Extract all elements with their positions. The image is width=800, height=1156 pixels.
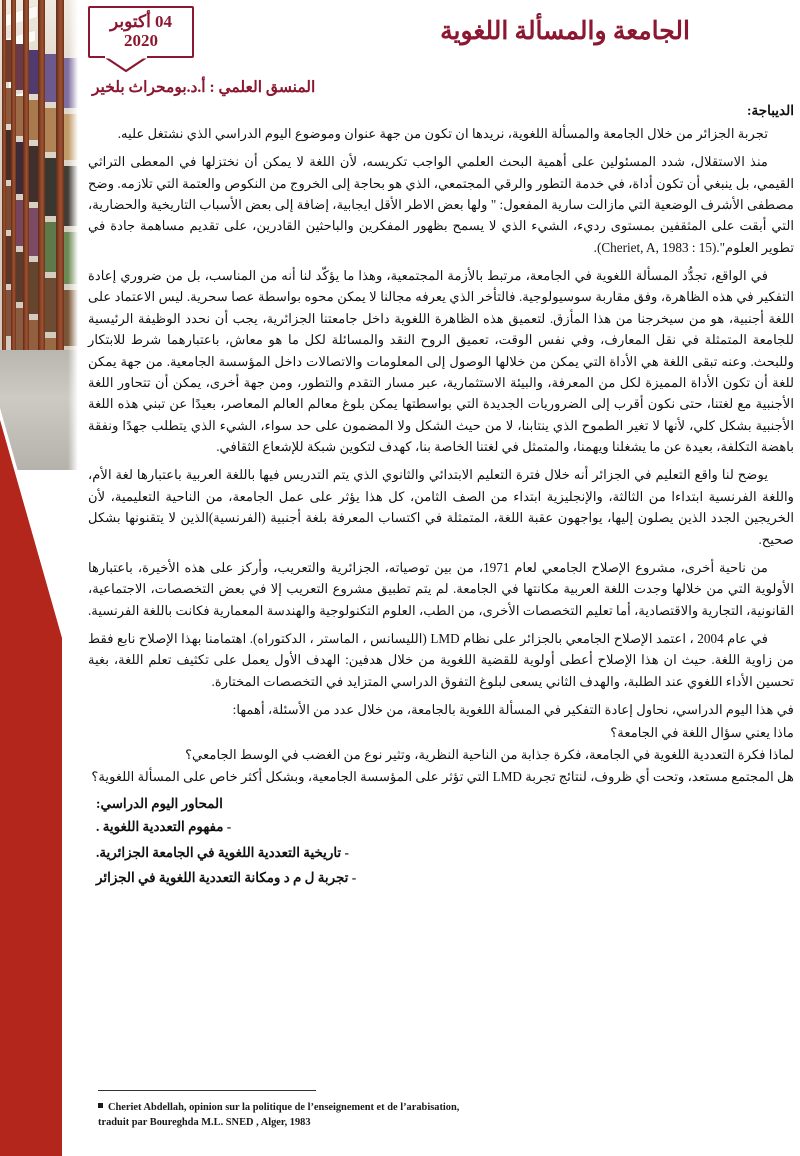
paragraph: من ناحية أخرى، مشروع الإصلاح الجامعي لعام 1971، من بين توصياته، الجزائرية والتعريب، وأركز على هذه الأخيرة، باعتبارها الأولوية التي من خلالها وجدت اللغة العربية مكانتها في الجامعة. لم يتم تطبيق مشروع التعريب إلا في بعض التخصصات، الاجتماعية، القانونية، التجارية والاقتصادية، أما تعليم التخصصات الأخرى، من الطب، العلوم التكنولوجية والهندسة المعمارية فكانت باللغة الفرنسية. xyxy=(88,559,794,618)
red-diagonal-band xyxy=(0,398,78,1156)
paragraph: منذ الاستقلال، شدد المسئولين على أهمية البحث العلمي الواجب تكريسه، لأن اللغة لا يمكن أن نختزلها في المعطى التراثي القيمي، بل ينبغي أن تكون أداة، في خدمة التطور والرقي المجتمعي، الذي هو بحاجة إلى الخروج من النكوص والعتمة التي تلازمه. وضح مصطفى الأشرف الوضعية التي مازالت سارية المفعول: " ولها بعض الاطر الأقل ايجابية، إضافة إلى بعض الأسباب التاريخية والحضارية، التي أبقت على المثقفين بمستوى رديء، الشيء الذي لا يسمح بظهور المفكرين والباحثين القادرين، على تقديم مساهمة جادة في تطوير العلوم".(Cheriet, A, 1983 : 15). xyxy=(88,154,794,255)
question-line: لماذا فكرة التعددية اللغوية في الجامعة، فكرة جذابة من الناحية النظرية، وتثير نوع من الغضب في الوسط الجامعي؟ xyxy=(185,746,794,762)
question-line: ماذا يعني سؤال اللغة في الجامعة؟ xyxy=(610,724,794,740)
footnote-separator xyxy=(98,1090,316,1091)
paragraph: تجربة الجزائر من خلال الجامعة والمسألة اللغوية، نريدها ان تكون من جهة عنوان وموضوع اليوم الدراسي الذي نشتغل عليه. xyxy=(117,125,768,141)
paragraph: يوضح لنا واقع التعليم في الجزائر أنه خلال فترة التعليم الابتدائي والثانوي الذي يتم التدريس فيها باللغة العربية باعتبارها لغة الأم، واللغة الفرنسية ابتداءا من الثالثة، والإنجليزية ابتداء من الصف الثامن، كل هذا يؤثر على عمل الجامعة، من الناحية التعليمية، لأن الخريجين الجدد الذين يصلون إليها، يواجهون عقبة اللغة، المتمثلة في اكتساب المعرفة بلغة أجنبية (الفرنسية)الذين لا يتقنونها بشكل صحيح. xyxy=(88,467,794,547)
date-badge: 04 أكتوبر 2020 xyxy=(88,6,194,58)
axes-heading: المحاور اليوم الدراسي: xyxy=(96,795,223,811)
photo-edge-fade xyxy=(68,0,78,470)
preamble-label: الديباجة: xyxy=(747,103,794,118)
date-callout xyxy=(88,6,194,58)
list-item: - تجربة ل م د ومكانة التعددية اللغوية في الجزائر xyxy=(96,869,357,885)
paragraph: في عام 2004 ، اعتمد الإصلاح الجامعي بالجزائر على نظام LMD (الليسانس ، الماستر ، الدكتوراه). اهتمامنا بهذا الإصلاح نابع فقط من زاوية اللغة. حيث ان هذا الإصلاح أعطى أولوية للقضية اللغوية من خلال هدفين: الهدف الأول يعمل على تكثيف تعلم اللغة، بغية تحسين الأداء اللغوي عند الطلبة، والهدف الثاني يسعى لبلوغ التفوق الدراسي المتزايد في التخصصات المختارة. xyxy=(88,631,794,689)
question-line: في هذا اليوم الدراسي، نحاول إعادة التفكير في المسألة اللغوية بالجامعة، من خلال عدد من الأسئلة، أهمها: xyxy=(232,702,794,718)
callout-tail-icon xyxy=(104,56,148,72)
paragraph: في الواقع، تجدُّد المسألة اللغوية في الجامعة، مرتبط بالأزمة المجتمعية، وهذا ما يؤكّد لنا أنه من المناسب، بل من ضروري إعادة التفكير في هذه الظاهرة، وفق مقاربة سوسيولوجية. فالتأخر الذي يعرفه مجالنا لا يمكن محوه بواسطة عصا سحرية. ليس الاعتماد على اللغة أجنبية، هو من سيخرجنا من هذا المأزق. لتعميق هذه الظاهرة اللغوية داخل جامعتنا الجزائرية، يجب أن نحدد الوظيفة الرئيسية للجامعة المتمثلة في نقل المعارف، وفي نفس الوقت، تعميق الروح النقد والمسائلة لكل ما هو معاش، باعتبارهما شرط للابتكار وللبحث. وعنه تبقى اللغة هي الأداة التي يمكن من خلالها الوصول إلى المعلومات والاتصالات داخل المؤسسة الجامعية. من جهة يمكن للغة أن تكون الأداة المميزة لكل من المعرفة، والبيئة الاستثمارية، عبر مسار التقدم والتطور، ومن جهة أخرى، يمكن أن تتحاور اللغة الأجنبية مع لغتنا، حتى نكون أقرب إلى الضروريات الجديدة التي بواسطتها يمكن بلوغ معالم العالم المعاصر، بعيدًا عن تبني هذه اللغة الأجنبية بشكل كلي، لأنها لا تغير الطموح الذي ينتابنا، لا من حيث الشكل ولا المضمون على حد سواء، الشيء الذي يتطلب جهدًا ونفقة باهضة التكلفة، بعيدة عن ما يشغلنا ويهمنا، والمتمثل في لغتنا الخاصة بنا، كهدف لتكوين شبكة للإشعاع الثقافي. xyxy=(88,268,794,455)
list-item: - مفهوم التعددية اللغوية . xyxy=(96,819,232,835)
footnote xyxy=(98,1100,658,1130)
scientific-coordinator: المنسق العلمي : أ.د.بومحراث بلخير xyxy=(92,79,316,96)
question-line: هل المجتمع مستعد، وتحت أي ظروف، لنتائج تجربة LMD التي تؤثر على المؤسسة الجامعية، وبشكل أكثر خاص على المسألة اللغوية؟ xyxy=(91,769,794,785)
library-bookshelves-photo xyxy=(0,0,78,470)
list-item: - تاريخية التعددية اللغوية في الجامعة الجزائرية. xyxy=(96,844,349,860)
left-decoration-strip xyxy=(0,0,78,1156)
square-bullet-icon xyxy=(98,1103,103,1108)
footnote-line-2: traduit par Boureghda M.L. SNED , Alger, 1983 xyxy=(98,1117,311,1129)
axes-list xyxy=(88,817,794,887)
document-header xyxy=(78,0,800,106)
page-title: الجامعة والمسألة اللغوية xyxy=(440,18,690,45)
document-body xyxy=(88,100,794,893)
footnote-line-1: Cheriet Abdellah, opinion sur la politique de l’enseignement et de l’arabisation, xyxy=(108,1102,460,1113)
